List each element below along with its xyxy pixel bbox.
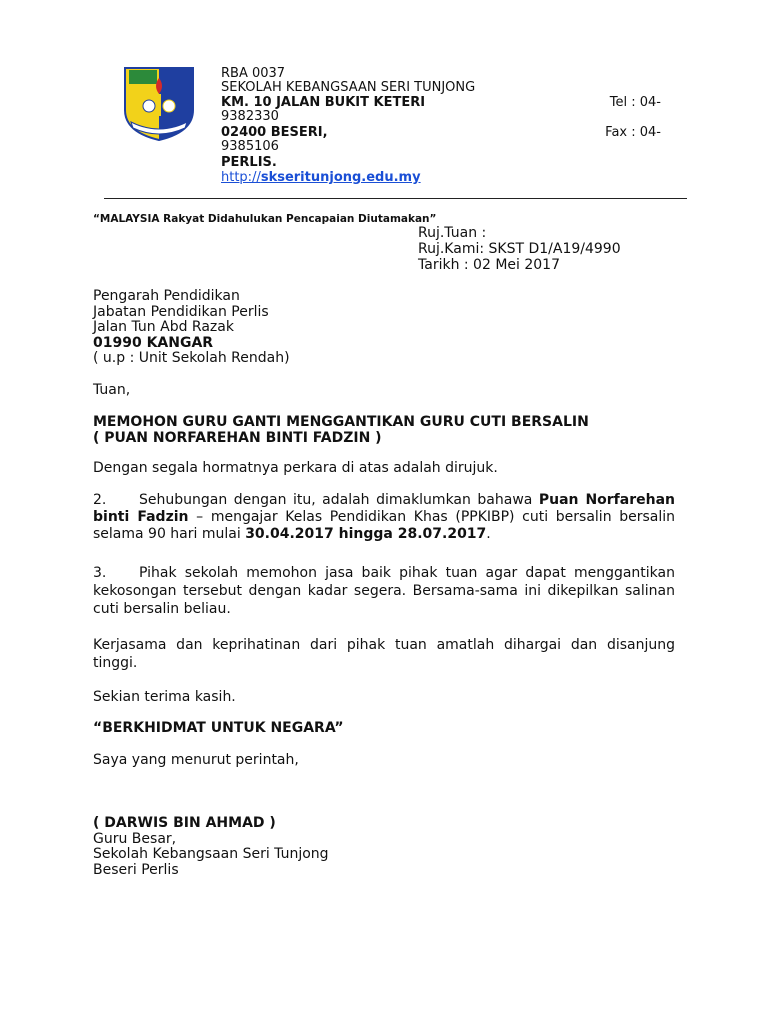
subject-line2: ( PUAN NORFAREHAN BINTI FADZIN ) [93,430,382,446]
header-address-line2 [221,125,661,140]
fax-label: Fax : 04- [605,125,661,140]
header-state: PERLIS. [221,155,277,170]
paragraph-3-text: Pihak sekolah memohon jasa baik pihak tuan agar dapat menggantikan kekosongan tersebut dengan kadar segera. Bersama-sama ini dikepilkan salinan cuti bersalin beliau. [93,565,675,617]
paragraph-4: Kerjasama dan keprihatinan dari pihak tuan amatlah dihargai dan disanjung tinggi. [93,637,675,671]
subject-line1: MEMOHON GURU GANTI MENGGANTIKAN GURU CUTI BERSALIN [93,414,589,430]
header-code: RBA 0037 [221,66,286,81]
paragraph-2 [93,492,675,543]
fax-number-continuation: 9385106 [221,139,279,154]
website-link[interactable] [221,170,421,185]
signatory-name: ( DARWIS BIN AHMAD ) [93,815,276,831]
ref-ruj-kami: Ruj.Kami: SKST D1/A19/4990 [418,241,621,257]
paragraph-3 [93,564,675,618]
recipient-line4: 01990 KANGAR [93,335,214,351]
ref-ruj-tuan: Ruj.Tuan : [418,225,487,241]
school-crest-logo [121,66,197,142]
address-line2-text: 02400 BESERI, [221,125,328,140]
paragraph-2-text-a: Sehubungan dengan itu, adalah dimaklumkan bahawa [139,492,539,508]
address-line1-text: KM. 10 JALAN BUKIT KETERI [221,95,426,110]
national-motto: “MALAYSIA Rakyat Didahulukan Pencapaian Diutamakan” [93,213,437,225]
paragraph-2-dates: 30.04.2017 hingga 28.07.2017 [245,526,487,542]
tel-number-continuation: 9382330 [221,109,279,124]
recipient-line2: Jabatan Pendidikan Perlis [93,304,269,320]
website-domain: skseritunjong.edu.my [260,170,421,185]
header-divider [104,198,687,199]
signatory-school: Sekolah Kebangsaan Seri Tunjong [93,846,329,862]
paragraph-2-text-b: – mengajar Kelas Pendidikan Khas (PPKIBP) cuti bersalin bersalin selama 90 hari mulai [93,509,676,542]
signatory-title: Guru Besar, [93,831,177,847]
website-prefix: http:// [221,170,261,185]
paragraph-3-number: 3. [93,565,107,581]
paragraph-2-number: 2. [93,492,107,508]
ref-tarikh: Tarikh : 02 Mei 2017 [418,257,560,273]
tel-label: Tel : 04- [609,95,661,110]
paragraph-2-name: Puan Norfarehan binti Fadzin [93,492,675,525]
closing-line: Saya yang menurut perintah, [93,752,299,768]
paragraph-5: Sekian terima kasih. [93,689,236,705]
signatory-place: Beseri Perlis [93,862,179,878]
website-line [221,170,661,185]
header-address-line1 [221,95,661,110]
recipient-line3: Jalan Tun Abd Razak [93,319,234,335]
paragraph-2-end: . [486,526,491,542]
salutation: Tuan, [93,382,131,398]
paragraph-1: Dengan segala hormatnya perkara di atas adalah dirujuk. [93,460,498,476]
slogan: “BERKHIDMAT UNTUK NEGARA” [93,720,344,736]
recipient-line1: Pengarah Pendidikan [93,288,240,304]
header-school-name: SEKOLAH KEBANGSAAN SERI TUNJONG [221,80,476,95]
recipient-line5: ( u.p : Unit Sekolah Rendah) [93,350,290,366]
